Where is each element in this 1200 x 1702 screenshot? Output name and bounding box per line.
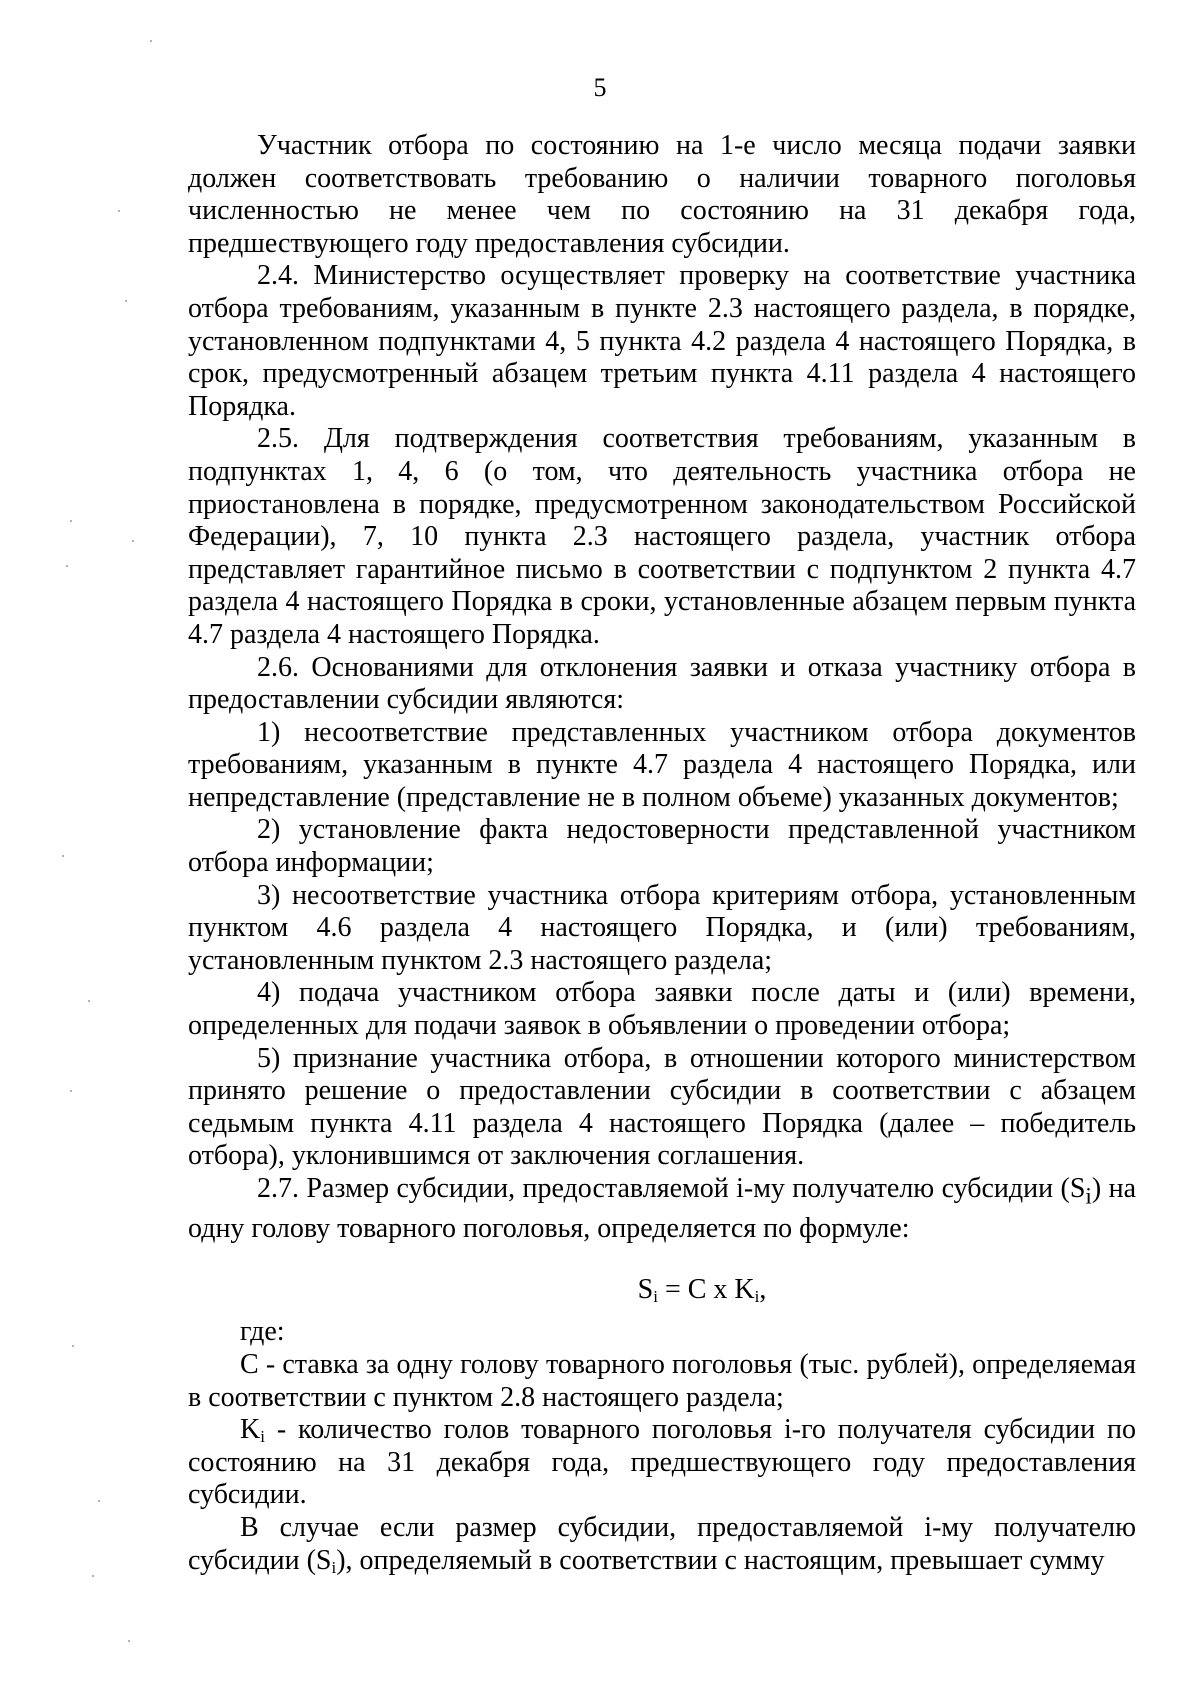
formula-s-subscript: i	[653, 1286, 658, 1306]
formula-end: ,	[759, 1273, 767, 1305]
paragraph-participant-requirement: Участник отбора по состоянию на 1-е число месяца подачи заявки должен соответствовать требованию о наличии товарного поголовья численностью не менее чем по состоянию на 31 декабря года, предшествующего году предоставления субсидии.	[188, 130, 1136, 259]
scan-speck	[70, 1090, 72, 1092]
list-item-1: 1) несоответствие представленных участником отбора документов требованиям, указанным в пункте 4.7 раздела 4 настоящего Порядка, или непредставление (представление не в полном объеме) указанных документов;	[188, 716, 1136, 813]
scan-speck	[92, 1575, 94, 1577]
scan-speck	[128, 1640, 130, 1642]
paragraph-2-6: 2.6. Основаниями для отклонения заявки и отказа участнику отбора в предоставлении субсидии являются:	[188, 651, 1136, 716]
page-number: 5	[593, 73, 607, 102]
formula-k-subscript: i	[754, 1286, 760, 1306]
definition-c: C - ставка за одну голову товарного поголовья (тыс. рублей), определяемая в соответствии с пунктом 2.8 настоящего раздела;	[188, 1348, 1136, 1413]
list-item-4: 4) подача участником отбора заявки после даты и (или) времени, определенных для подачи заявок в объявлении о проведении отбора;	[188, 977, 1136, 1042]
scan-speck	[70, 520, 72, 522]
last-text-before: В случае если размер субсидии, предоставляемой i-му получателю субсидии (S	[188, 1511, 1136, 1576]
definition-k-symbol: K	[240, 1414, 261, 1446]
last-text-after: ), определяемый в соответствии с настоящим, превышает сумму	[336, 1544, 1105, 1576]
scan-speck	[150, 40, 152, 42]
p27-text-before: 2.7. Размер субсидии, предоставляемой i-му получателю субсидии (S	[257, 1173, 1086, 1204]
subsidy-formula	[188, 1274, 1136, 1307]
list-item-3: 3) несоответствие участника отбора критериям отбора, установленным пунктом 4.6 раздела 4 настоящего Порядка, и (или) требованиям, установленным пунктом 2.3 настоящего раздела;	[188, 879, 1136, 976]
p27-subscript: i	[1085, 1183, 1092, 1210]
last-subscript: i	[331, 1557, 337, 1577]
scan-speck	[62, 855, 64, 857]
scan-speck	[88, 1000, 90, 1002]
paragraph-2-5: 2.5. Для подтверждения соответствия требованиям, указанным в подпунктах 1, 4, 6 (о том, что деятельность участника отбора не приостановлена в порядке, предусмотренном законодательством Российской Федерации), 7, 10 пункта 2.3 настоящего раздела, участник отбора представляет гарантийное письмо в соответствии с подпунктом 2 пункта 4.7 раздела 4 настоящего Порядка в сроки, установленные абзацем первым пункта 4.7 раздела 4 настоящего Порядка.	[188, 423, 1136, 650]
scan-speck	[66, 565, 68, 567]
scan-speck	[132, 540, 134, 542]
definition-k	[188, 1414, 1136, 1512]
formula-middle: = C x K	[657, 1273, 755, 1305]
list-item-2: 2) установление факта недостоверности представленной участником отбора информации;	[188, 814, 1136, 879]
where-label: где:	[240, 1316, 285, 1348]
document-body	[188, 130, 1136, 1577]
scan-speck	[98, 1500, 100, 1502]
definition-k-text: - количество голов товарного поголовья i-го получателя субсидии по состоянию на 31 декабря года, предшествующего году предоставления субсидии.	[188, 1414, 1136, 1511]
paragraph-last	[188, 1512, 1136, 1577]
scan-speck	[118, 210, 120, 212]
p27-text-after: ) на одну голову товарного поголовья, определяется по формуле:	[188, 1173, 1136, 1245]
paragraph-2-7	[188, 1173, 1136, 1246]
list-item-5: 5) признание участника отбора, в отношении которого министерством принято решение о предоставлении субсидии в соответствии с абзацем седьмым пункта 4.11 раздела 4 настоящего Порядка (далее – победитель отбора), уклонившимся от заключения соглашения.	[188, 1042, 1136, 1172]
formula-s: S	[637, 1273, 654, 1305]
paragraph-2-4: 2.4. Министерство осуществляет проверку на соответствие участника отбора требованиям, указанным в пункте 2.3 настоящего раздела, в порядке, установленном подпунктами 4, 5 пункта 4.2 раздела 4 настоящего Порядка, в срок, предусмотренный абзацем третьим пункта 4.11 раздела 4 настоящего Порядка.	[188, 260, 1136, 422]
scan-speck	[125, 300, 127, 302]
definition-k-subscript: i	[260, 1427, 265, 1447]
scan-speck	[72, 1345, 74, 1347]
